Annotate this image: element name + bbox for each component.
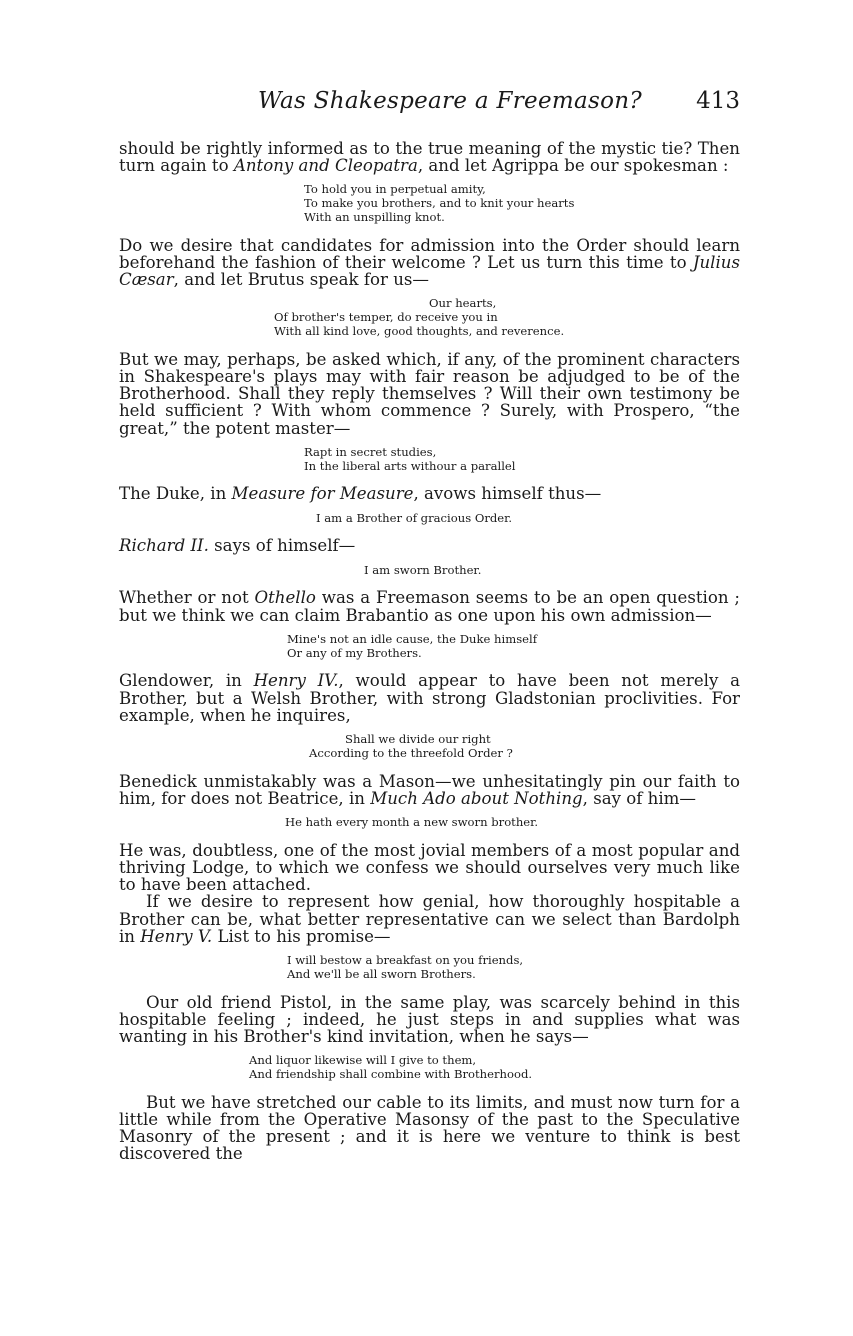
paragraph (119, 351, 740, 437)
verse-line: In the liberal arts withour a parallel (304, 458, 516, 473)
italic-title: Much Ado about Nothing (370, 788, 583, 808)
paragraph (119, 842, 740, 894)
verse-line: I am sworn Brother. (364, 562, 482, 577)
text-run: Benedick unmistakably was a Mason—we unhesitatingly pin our faith to him, for does not Beatrice, in (119, 771, 740, 808)
verse-quotation (119, 297, 740, 338)
paragraph (119, 485, 740, 502)
verse-line: I will bestow a breakfast on you friends, (287, 953, 524, 968)
running-title: Was Shakespeare a Freemason? (258, 88, 642, 114)
text-run: If we desire to represent how genial, how thoroughly hospitable a Brother can be, what better representative can we select than Bardolph in (119, 892, 740, 946)
text-run: Our old friend Pistol, in the same play, was scarcely behind in this hospitable feeling ; indeed, he just steps in and supplies what was wanting in his Brother's kind invitation, when he says— (119, 992, 740, 1047)
verse-line: Rapt in secret studies, (304, 444, 437, 459)
verse-line: With an unspilling knot. (304, 210, 445, 224)
verse-quotation (119, 816, 740, 830)
italic-title: Richard II. (119, 536, 209, 556)
verse-line: To make you brothers, and to knit your hearts (304, 196, 575, 211)
verse-line: Of brother's temper, do receive you in (274, 310, 498, 325)
verse-quotation (119, 954, 740, 982)
text-run: The Duke, in (119, 484, 232, 504)
verse-line: To hold you in perpetual amity, (304, 182, 486, 197)
paragraph (119, 537, 740, 554)
verse-quotation (119, 564, 740, 578)
paragraph (119, 589, 740, 623)
text-run: He was, doubtless, one of the most jovial members of a most popular and thriving Lodge, to which we confess we should ourselves very much like to have been attached. (119, 840, 740, 895)
text-run: says of himself— (208, 536, 356, 556)
italic-title: Othello (254, 588, 316, 608)
running-header (118, 88, 740, 122)
text-run: But we have stretched our cable to its limits, and must now turn for a little while from the Operative Masonsy of the past to the Speculative Masonry of the present ; and it is here we venture to think is best discovered the (119, 1092, 740, 1164)
text-run: was a Freemason seems to be an open question ; but we think we can claim Brabantio as one upon his own admission— (119, 588, 740, 625)
verse-quotation (119, 1054, 740, 1082)
paragraph (119, 893, 740, 945)
verse-quotation (119, 512, 740, 526)
verse-line: He hath every month a new sworn brother. (285, 815, 539, 830)
verse-quotation (119, 733, 740, 761)
verse-quotation (119, 633, 740, 661)
italic-title: Henry V. (140, 926, 213, 946)
verse-line: Shall we divide our right (345, 732, 491, 747)
paragraph (119, 773, 740, 807)
verse-line: With all kind love, good thoughts, and reverence. (274, 324, 565, 338)
verse-line: According to the threefold Order ? (309, 745, 513, 760)
page-number: 413 (696, 88, 740, 114)
text-run: , would appear to have been not merely a Brother, but a Welsh Brother, with strong Gladstonian proclivities. For example, when he inquires, (119, 671, 740, 725)
italic-title: Measure for Measure (231, 484, 414, 504)
verse-line: Mine's not an idle cause, the Duke himself (287, 631, 538, 646)
text-run: But we may, perhaps, be asked which, if any, of the prominent characters in Shakespeare's plays may with fair reason be adjudged to be of the Brotherhood. Shall they reply themselves ? Will their own testimony be held sufficient ? With whom commence ? Surely, with Prospero, “the great,” the potent master— (119, 349, 740, 438)
verse-line: I am a Brother of gracious Order. (316, 510, 513, 525)
italic-title: Antony and Cleopatra (233, 156, 418, 176)
text-run: Whether or not (119, 588, 255, 608)
verse-line: Or any of my Brothers. (287, 645, 422, 660)
italic-title: Henry IV. (253, 671, 339, 691)
paragraph (119, 672, 740, 724)
text-run: should be rightly informed as to the true meaning of the mystic tie? Then turn again to (119, 139, 740, 176)
text-run: Do we desire that candidates for admission into the Order should learn beforehand the fashion of their welcome ? Let us turn this time to (119, 235, 740, 272)
paragraph (119, 994, 740, 1046)
paragraph (119, 1094, 740, 1163)
verse-quotation (119, 446, 740, 474)
paragraph (119, 237, 740, 289)
italic-title: Julius Cæsar (119, 253, 740, 290)
text-run: , and let Brutus speak for us— (173, 270, 430, 290)
text-run: List to his promise— (212, 926, 391, 946)
text-run: , say of him— (582, 788, 696, 808)
paragraph (119, 140, 740, 174)
verse-line: Our hearts, (429, 296, 497, 311)
page-body (119, 140, 740, 1163)
text-run: , avows himself thus— (413, 484, 602, 504)
verse-line: And we'll be all sworn Brothers. (287, 966, 476, 981)
text-run: Glendower, in (119, 671, 254, 691)
text-run: , and let Agrippa be our spokesman : (417, 156, 729, 176)
verse-quotation (119, 183, 740, 224)
verse-line: And liquor likewise will I give to them, (249, 1053, 477, 1068)
verse-line: And friendship shall combine with Brotherhood. (249, 1067, 533, 1082)
